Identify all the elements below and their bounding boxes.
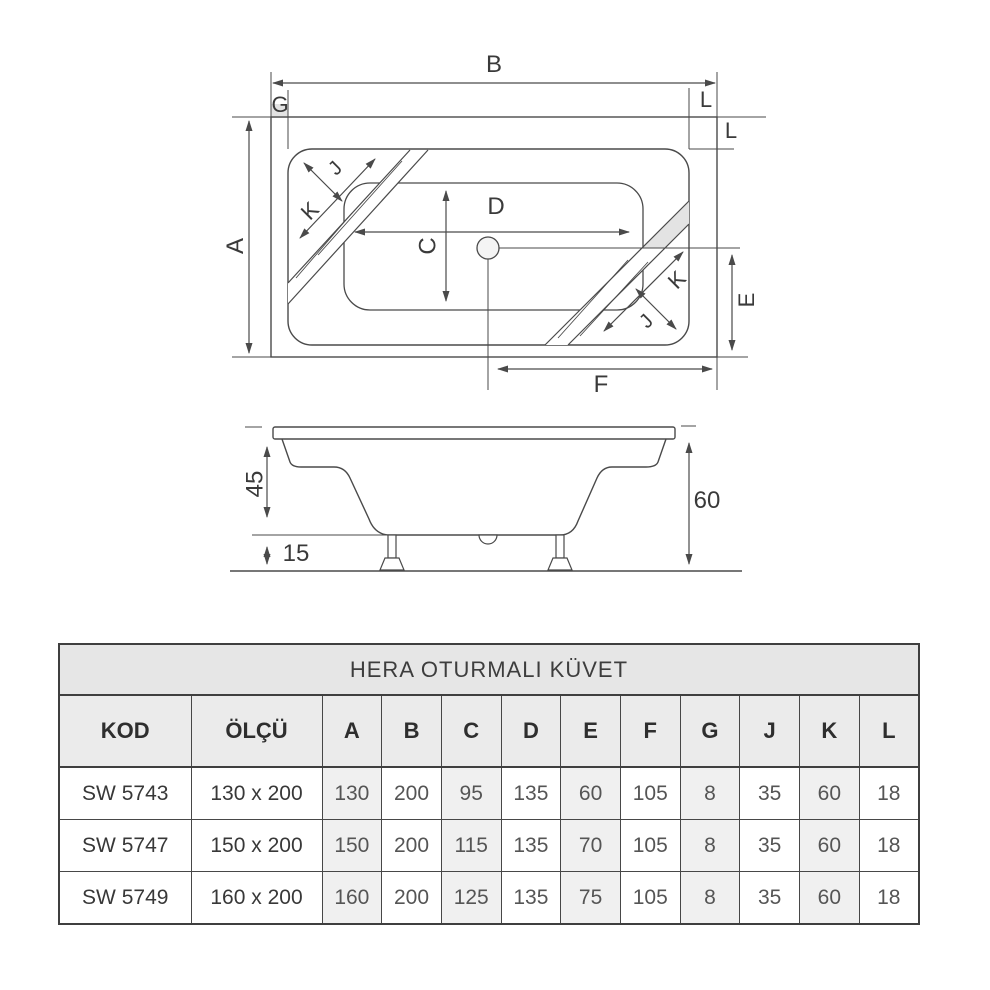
cell-l: 18 <box>859 872 919 925</box>
dim-label-L-right-gap: L <box>699 87 713 112</box>
dim-label-B: B <box>485 51 503 78</box>
col-header-k: K <box>800 695 860 767</box>
cell-l: 18 <box>859 767 919 820</box>
dim-label-G: G <box>271 92 289 117</box>
table-row-sw5749 <box>59 872 919 925</box>
cell-e: 75 <box>561 872 621 925</box>
cell-g: 8 <box>680 872 740 925</box>
cell-kod: SW 5749 <box>59 872 191 925</box>
cell-k: 60 <box>800 820 860 872</box>
dim-label-J-top-left: J <box>324 157 347 180</box>
table-row-sw5743 <box>59 767 919 820</box>
col-header-f: F <box>620 695 680 767</box>
cell-e: 70 <box>561 820 621 872</box>
dim-label-F: F <box>593 371 609 398</box>
dimension-arrows-top-view <box>249 83 732 369</box>
cell-l: 18 <box>859 820 919 872</box>
cell-b: 200 <box>382 767 442 820</box>
cell-f: 105 <box>620 820 680 872</box>
cell-olcu: 160 x 200 <box>191 872 322 925</box>
table-title: HERA OTURMALI KÜVET <box>59 644 919 695</box>
col-header-l: L <box>859 695 919 767</box>
cell-olcu: 150 x 200 <box>191 820 322 872</box>
col-header-kod: KOD <box>59 695 191 767</box>
extension-lines <box>232 72 766 390</box>
cell-d: 135 <box>501 767 561 820</box>
cell-a: 150 <box>322 820 382 872</box>
cell-c: 115 <box>441 820 501 872</box>
cell-d: 135 <box>501 872 561 925</box>
dim-label-E: E <box>733 292 759 308</box>
dim-label-A: A <box>222 237 249 255</box>
cell-b: 200 <box>382 872 442 925</box>
cell-b: 200 <box>382 820 442 872</box>
dim-label-45: 45 <box>241 470 269 498</box>
dim-label-K-bottom-right: K <box>662 265 691 294</box>
tub-body-profile <box>282 439 666 535</box>
tub-legs <box>380 535 572 570</box>
dim-label-C: C <box>414 237 442 255</box>
table-header-row <box>59 695 919 767</box>
cell-d: 135 <box>501 820 561 872</box>
drain-circle <box>477 237 499 259</box>
cell-j: 35 <box>740 767 800 820</box>
col-header-olcu: ÖLÇÜ <box>191 695 322 767</box>
col-header-d: D <box>501 695 561 767</box>
cell-g: 8 <box>680 767 740 820</box>
dimension-table <box>58 643 920 925</box>
cell-f: 105 <box>620 767 680 820</box>
dim-label-K-top-left: K <box>295 196 324 225</box>
col-header-j: J <box>740 695 800 767</box>
dimension-arrows-side-view <box>267 443 689 564</box>
col-header-a: A <box>322 695 382 767</box>
dim-label-D: D <box>487 193 505 220</box>
cell-g: 8 <box>680 820 740 872</box>
cell-kod: SW 5743 <box>59 767 191 820</box>
dim-label-60: 60 <box>693 487 721 514</box>
cell-c: 125 <box>441 872 501 925</box>
col-header-b: B <box>382 695 442 767</box>
cell-k: 60 <box>800 872 860 925</box>
dim-label-J-bottom-right: J <box>635 310 658 333</box>
table-row-sw5747 <box>59 820 919 872</box>
cell-olcu: 130 x 200 <box>191 767 322 820</box>
cell-a: 160 <box>322 872 382 925</box>
cell-j: 35 <box>740 872 800 925</box>
table-title-row <box>59 644 919 695</box>
cell-f: 105 <box>620 872 680 925</box>
rim-profile <box>273 427 675 439</box>
cell-kod: SW 5747 <box>59 820 191 872</box>
drain-outlet <box>479 535 497 544</box>
col-header-c: C <box>441 695 501 767</box>
cell-j: 35 <box>740 820 800 872</box>
cell-e: 60 <box>561 767 621 820</box>
cell-c: 95 <box>441 767 501 820</box>
bathtub-side-view <box>230 426 742 571</box>
dim-label-L-top-gap: L <box>724 118 738 143</box>
bathtub-top-view <box>222 51 766 398</box>
col-header-e: E <box>561 695 621 767</box>
cell-k: 60 <box>800 767 860 820</box>
cell-a: 130 <box>322 767 382 820</box>
col-header-g: G <box>680 695 740 767</box>
seat-band-top-left <box>288 150 428 304</box>
dim-label-15: 15 <box>282 540 310 567</box>
